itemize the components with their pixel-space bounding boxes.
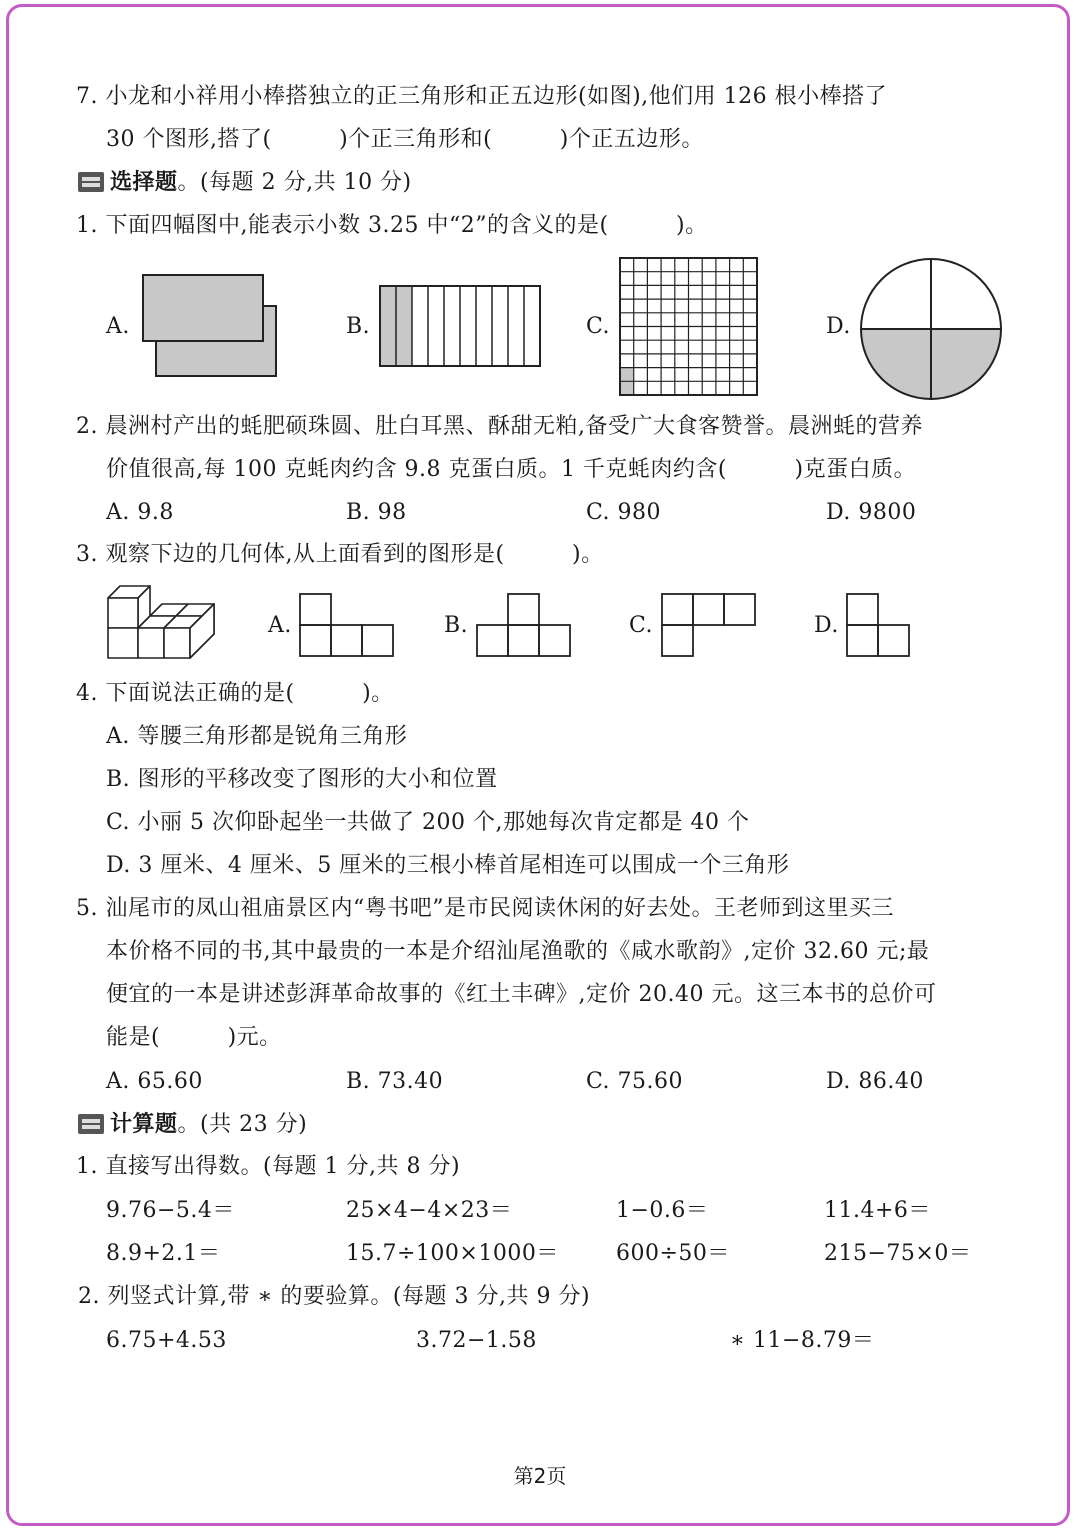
c2-option-c: C. 980	[586, 500, 662, 525]
k1-stem: 1. 直接写出得数。(每题 1 分,共 8 分)	[76, 1154, 461, 1179]
c3-label-d: D.	[814, 613, 839, 638]
c2-option-b: B. 98	[346, 500, 407, 525]
c4-option-b: B. 图形的平移改变了图形的大小和位置	[106, 767, 498, 792]
c1-stem: 1. 下面四幅图中,能表示小数 3.25 中“2”的含义的是( )。	[76, 213, 708, 238]
c2-line2: 价值很高,每 100 克蚝肉约含 9.8 克蛋白质。1 千克蚝肉约含( )克蛋白质。	[106, 457, 917, 482]
c4-stem: 4. 下面说法正确的是( )。	[76, 681, 394, 706]
c1-label-c: C.	[586, 314, 611, 339]
section-icon	[78, 172, 104, 192]
c5-option-d: D. 86.40	[826, 1069, 924, 1094]
c4-option-a: A. 等腰三角形都是锐角三角形	[106, 724, 408, 749]
k1-r1-c3: 1−0.6＝	[616, 1198, 709, 1223]
c1-figure-c	[618, 256, 760, 398]
k1-r2-c4: 215−75×0＝	[824, 1241, 972, 1266]
k1-r1-c1: 9.76−5.4＝	[106, 1198, 235, 1223]
c1-figure-a	[140, 272, 280, 380]
section-calc-note: 。(共 23 分)	[177, 1112, 308, 1137]
section-choice-title: 选择题	[110, 169, 178, 195]
k1-r1-c4: 11.4+6＝	[824, 1198, 931, 1223]
c3-view-a	[298, 592, 396, 658]
c1-label-b: B.	[346, 314, 371, 339]
c3-label-c: C.	[629, 613, 654, 638]
c5-option-a: A. 65.60	[106, 1069, 203, 1094]
c2-option-d: D. 9800	[826, 500, 917, 525]
k2-item-1: 6.75+4.53	[106, 1328, 227, 1353]
c1-label-d: D.	[826, 314, 851, 339]
section-choice-note: 。(每题 2 分,共 10 分)	[177, 170, 412, 195]
c3-label-a: A.	[268, 613, 292, 638]
c3-view-b	[475, 592, 573, 658]
c3-view-c	[660, 592, 758, 658]
c4-option-d: D. 3 厘米、4 厘米、5 厘米的三根小棒首尾相连可以围成一个三角形	[106, 853, 790, 878]
c5-line4: 能是( )元。	[106, 1025, 282, 1050]
k2-item-2: 3.72−1.58	[416, 1328, 537, 1353]
c5-line3: 便宜的一本是讲述彭湃革命故事的《红土丰碑》,定价 20.40 元。这三本书的总价可	[106, 982, 937, 1007]
c3-stem: 3. 观察下边的几何体,从上面看到的图形是( )。	[76, 542, 604, 567]
c5-line2: 本价格不同的书,其中最贵的一本是介绍汕尾渔歌的《咸水歌韵》,定价 32.60 元;最	[106, 939, 930, 964]
section-choice-header	[110, 167, 412, 198]
section-icon	[78, 1114, 104, 1134]
k2-stem: 2. 列竖式计算,带 ∗ 的要验算。(每题 3 分,共 9 分)	[78, 1284, 591, 1309]
c3-label-b: B.	[444, 613, 469, 638]
c5-line1: 5. 汕尾市的凤山祖庙景区内“粤书吧”是市民阅读休闲的好去处。王老师到这里买三	[76, 896, 894, 921]
c5-option-c: C. 75.60	[586, 1069, 684, 1094]
section-calc-header	[110, 1109, 307, 1140]
c5-option-b: B. 73.40	[346, 1069, 444, 1094]
k1-r2-c3: 600÷50＝	[616, 1241, 730, 1266]
c3-view-d	[845, 592, 913, 658]
c3-solid-figure	[104, 582, 220, 666]
c1-figure-d	[858, 256, 1004, 402]
q7-line2: 30 个图形,搭了( )个正三角形和( )个正五边形。	[106, 127, 704, 152]
k1-r2-c2: 15.7÷100×1000＝	[346, 1241, 559, 1266]
c2-line1: 2. 晨洲村产出的蚝肥硕珠圆、肚白耳黑、酥甜无粕,备受广大食客赞誉。晨洲蚝的营养	[76, 414, 923, 439]
q7-line1: 7. 小龙和小祥用小棒搭独立的正三角形和正五边形(如图),他们用 126 根小棒搭了	[76, 84, 888, 109]
page-number: 第2页	[513, 1464, 567, 1488]
k1-r2-c1: 8.9+2.1＝	[106, 1241, 221, 1266]
c2-option-a: A. 9.8	[106, 500, 174, 525]
c1-figure-b	[378, 284, 544, 368]
section-calc-title: 计算题	[110, 1111, 178, 1137]
k1-r1-c2: 25×4−4×23＝	[346, 1198, 513, 1223]
k2-item-3: ∗ 11−8.79＝	[730, 1328, 875, 1353]
c4-option-c: C. 小丽 5 次仰卧起坐一共做了 200 个,那她每次肯定都是 40 个	[106, 810, 750, 835]
c1-label-a: A.	[106, 314, 130, 339]
